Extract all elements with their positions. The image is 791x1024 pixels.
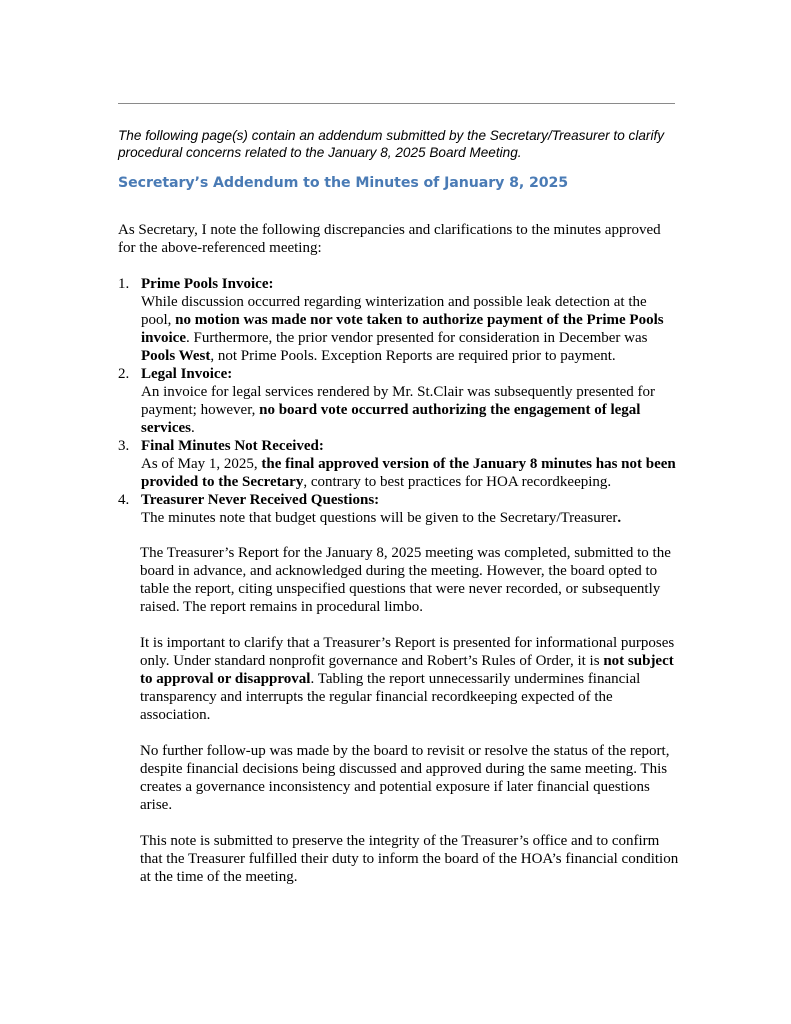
body-paragraph: This note is submitted to preserve the integrity of the Treasurer’s office and to confirm that the Treasurer fulfilled their duty to inform the board of the HOA’s financial condition at the time of the meeting. bbox=[140, 833, 679, 885]
item-text: . bbox=[190, 420, 195, 436]
item-title: Legal Invoice: bbox=[141, 366, 233, 382]
discrepancy-list bbox=[118, 275, 678, 527]
body-paragraph: The Treasurer’s Report for the January 8, 2025 meeting was completed, submitted to the board in advance, and acknowledged during the meeting. However, the board opted to table the report, citing unspecified questions that were never recorded, or subsequently raised. The report remains in procedural limbo. bbox=[140, 545, 671, 615]
list-item bbox=[118, 491, 678, 527]
item-text: While discussion occurred regarding winterization and possible leak detection at the pool, bbox=[141, 294, 647, 328]
list-item bbox=[118, 437, 678, 491]
intro-note: The following page(s) contain an addendum submitted by the Secretary/Treasurer to clarify procedural concerns related to the January 8, 2025 Board Meeting. bbox=[118, 128, 665, 160]
item-text: An invoice for legal services rendered by Mr. St.Clair was subsequently presented for payment; however, bbox=[141, 384, 656, 418]
item-title: Prime Pools Invoice: bbox=[141, 276, 274, 292]
item-number: 1. bbox=[118, 276, 130, 292]
item-emphasis: no motion was made nor vote taken to authorize payment of the Prime Pools invoice bbox=[141, 312, 664, 346]
item-emphasis: the final approved version of the January 8 minutes has not been provided to the Secretary bbox=[141, 456, 676, 490]
item-text: The minutes note that budget questions will be given to the Secretary/Treasurer bbox=[141, 510, 618, 526]
item-title: Treasurer Never Received Questions: bbox=[141, 492, 380, 508]
item-text: . Furthermore, the prior vendor presented for consideration in December was bbox=[186, 330, 648, 346]
item-number: 3. bbox=[118, 438, 130, 454]
item-emphasis: . bbox=[617, 510, 622, 526]
header-divider bbox=[118, 103, 675, 104]
item-number: 4. bbox=[118, 492, 130, 508]
item-emphasis: no board vote occurred authorizing the engagement of legal services bbox=[141, 402, 641, 436]
list-item bbox=[118, 365, 678, 437]
list-item bbox=[118, 275, 678, 365]
lead-paragraph: As Secretary, I note the following discrepancies and clarifications to the minutes approved for the above-referenced meeting: bbox=[118, 222, 661, 256]
body-paragraph: No further follow-up was made by the board to revisit or resolve the status of the report, despite financial decisions being discussed and approved during the same meeting. This creates a governance inconsistency and potential exposure if later financial questions arise. bbox=[140, 743, 670, 813]
paragraph-emphasis: not subject to approval or disapproval bbox=[140, 653, 674, 687]
item-emphasis: Pools West bbox=[141, 348, 211, 364]
item-text: , contrary to best practices for HOA recordkeeping. bbox=[303, 474, 612, 490]
page-title: Secretary’s Addendum to the Minutes of January 8, 2025 bbox=[118, 175, 569, 191]
item-text: As of May 1, 2025, bbox=[141, 456, 262, 472]
paragraph-text: . Tabling the report unnecessarily undermines financial transparency and interrupts the regular financial recordkeeping expected of the association. bbox=[140, 671, 641, 723]
item-title: Final Minutes Not Received: bbox=[141, 438, 324, 454]
paragraph-text: It is important to clarify that a Treasurer’s Report is presented for informational purposes only. Under standard nonprofit governance and Robert’s Rules of Order, it is bbox=[140, 635, 675, 669]
item-text: , not Prime Pools. Exception Reports are required prior to payment. bbox=[210, 348, 616, 364]
body-paragraph bbox=[140, 634, 680, 724]
item-number: 2. bbox=[118, 366, 130, 382]
treasurer-notes bbox=[140, 544, 680, 904]
